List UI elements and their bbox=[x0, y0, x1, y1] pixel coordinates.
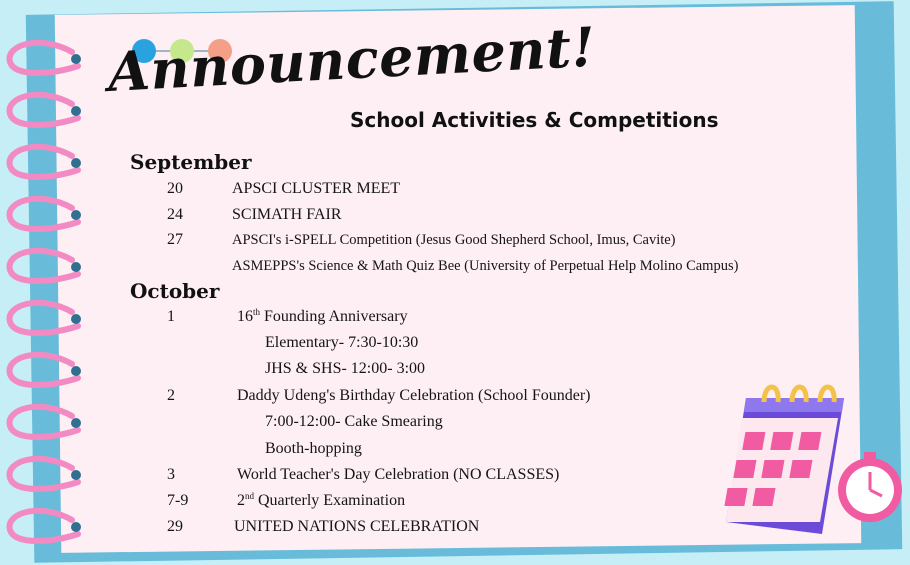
event-text: World Teacher's Day Celebration (NO CLASSES) bbox=[237, 466, 560, 483]
event-day: 7-9 bbox=[167, 492, 189, 509]
event-text: SCIMATH FAIR bbox=[232, 206, 342, 223]
event-day: 29 bbox=[167, 518, 183, 535]
event-subtext: Booth-hopping bbox=[265, 440, 362, 457]
event-text: APSCI's i-SPELL Competition (Jesus Good Shepherd School, Imus, Cavite) bbox=[232, 232, 676, 248]
event-day: 27 bbox=[167, 231, 183, 248]
spiral-binding-icon bbox=[0, 40, 110, 550]
month-heading-september: September bbox=[130, 150, 252, 174]
event-text: 16th Founding Anniversary bbox=[237, 307, 408, 325]
event-text: ASMEPPS's Science & Math Quiz Bee (University of Perpetual Help Molino Campus) bbox=[232, 258, 739, 274]
event-subtext: Elementary- 7:30-10:30 bbox=[265, 334, 419, 351]
month-heading-october: October bbox=[130, 279, 220, 303]
page-title: Announcement! bbox=[106, 14, 598, 104]
event-text: 2nd Quarterly Examination bbox=[237, 491, 406, 509]
event-day: 1 bbox=[167, 308, 175, 325]
calendar-stopwatch-icon bbox=[712, 372, 908, 542]
page-subtitle: School Activities & Competitions bbox=[350, 108, 719, 132]
event-day: 24 bbox=[167, 206, 183, 223]
event-subtext: JHS & SHS- 12:00- 3:00 bbox=[265, 360, 426, 377]
event-text: APSCI CLUSTER MEET bbox=[232, 180, 401, 197]
event-day: 2 bbox=[167, 387, 175, 404]
event-text: UNITED NATIONS CELEBRATION bbox=[234, 518, 480, 535]
event-day: 20 bbox=[167, 180, 183, 197]
event-subtext: 7:00-12:00- Cake Smearing bbox=[265, 413, 443, 430]
event-day: 3 bbox=[167, 466, 175, 483]
event-text: Daddy Udeng's Birthday Celebration (School Founder) bbox=[237, 387, 591, 404]
